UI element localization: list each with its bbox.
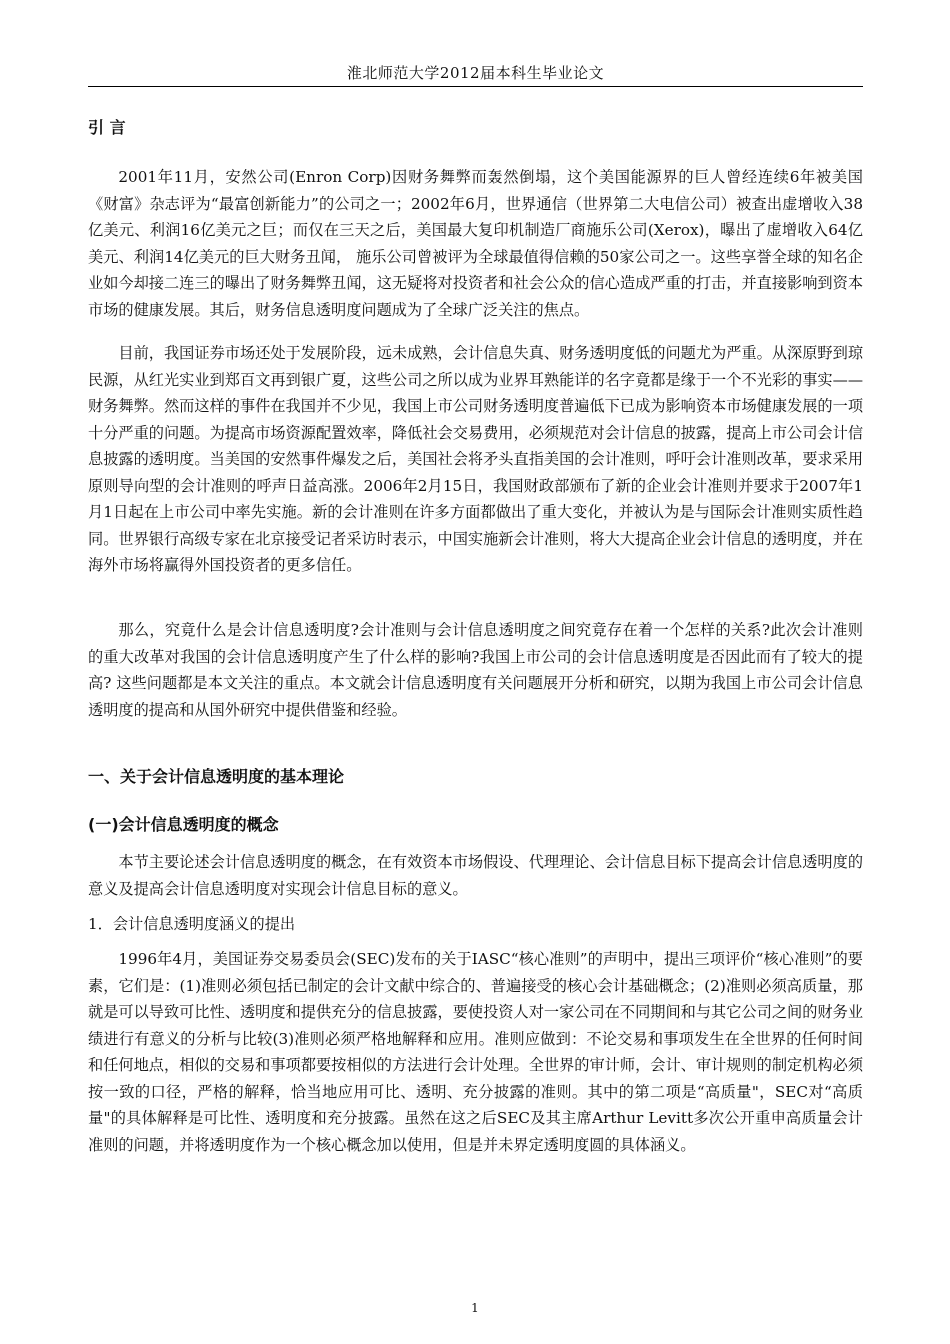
- page-header: 淮北师范大学2012届本科生毕业论文: [346, 64, 605, 82]
- page-number: 1: [471, 1301, 479, 1315]
- intro-heading: 引 言: [88, 118, 126, 137]
- item-paragraph-1: 1996年4月，美国证券交易委员会(SEC)发布的关于IASC“核心准则”的声明中，提出三项评价“核心准则”的要素，它们是：(1)准则必须包括已制定的会计文献中综合的、普遍接受的核心会计基础概念；(2)准则必须高质量，那就是可以导致可比性、透明度和提供充分的信息披露，要使投资人对一家公司在不同期间和与其它公司之间的财务业绩进行有意义的分析与比较(3)准则必须严格地解释和应用。准则应做到：不论交易和事项发生在全世界的任何时间和任何地点，相似的交易和事项都要按相似的方法进行会计处理。全世界的审计师，会计、审计规则的制定机构必须按一致的口径，严格的解释，恰当地应用可比、透明、充分披露的准则。其中的第二项是“高质量"，SEC对“高质量"的具体解释是可比性、透明度和充分披露。虽然在这之后SEC及其主席Arthur Levitt多次公开重申高质量会计准则的问题，并将透明度作为一个核心概念加以使用，但是并未界定透明度圆的具体涵义。: [88, 950, 863, 1154]
- section-paragraph: 本节主要论述会计信息透明度的概念，在有效资本市场假设、代理理论、会计信息目标下提高会计信息透明度的意义及提高会计信息透明度对实现会计信息目标的意义。: [88, 853, 863, 898]
- item-title-1: 1．会计信息透明度涵义的提出: [88, 915, 296, 933]
- header-rule: [88, 86, 863, 87]
- section-heading-1: 一、关于会计信息透明度的基本理论: [88, 767, 345, 786]
- intro-paragraph-1: 2001年11月，安然公司(Enron Corp)因财务舞弊而轰然倒塌，这个美国能源界的巨人曾经连续6年被美国《财富》杂志评为“最富创新能力”的公司之一；2002年6月，世界通信（世界第二大电信公司）被查出虚增收入38亿美元、利润16亿美元之巨；而仅在三天之后，美国最大复印机制造厂商施乐公司(Xerox)，曝出了虚增收入64亿美元、利润14亿美元的巨大财务丑闻， 施乐公司曾被评为全球最值得信赖的50家公司之一。这些享誉全球的知名企业如今却接二连三的曝出了财务舞弊丑闻，这无疑将对投资者和社会公众的信心造成严重的打击，并直接影响到资本市场的健康发展。其后，财务信息透明度问题成为了全球广泛关注的焦点。: [88, 168, 863, 319]
- intro-paragraph-2: 目前，我国证券市场还处于发展阶段，远未成熟，会计信息失真、财务透明度低的问题尤为严重。从深原野到琼民源，从红光实业到郑百文再到银广夏，这些公司之所以成为业界耳熟能详的名字竟都是缘于一个不光彩的事实——财务舞弊。然而这样的事件在我国并不少见，我国上市公司财务透明度普遍低下已成为影响资本市场健康发展的一项十分严重的问题。为提高市场资源配置效率，降低社会交易费用，必须规范对会计信息的披露，提高上市公司会计信息披露的透明度。当美国的安然事件爆发之后，美国社会将矛头直指美国的会计准则，呼吁会计准则改革，要求采用原则导向型的会计准则的呼声日益高涨。2006年2月15日，我国财政部颁布了新的企业会计准则并要求于2007年1月1日起在上市公司中率先实施。新的会计准则在许多方面都做出了重大变化，并被认为是与国际会计准则实质性趋同。世界银行高级专家在北京接受记者采访时表示，中国实施新会计准则，将大大提高企业会计信息的透明度，并在海外市场将赢得外国投资者的更多信任。: [88, 344, 863, 574]
- intro-paragraph-3: 那么，究竟什么是会计信息透明度?会计准则与会计信息透明度之间究竟存在着一个怎样的关系?此次会计准则的重大改革对我国的会计信息透明度产生了什么样的影响?我国上市公司的会计信息透明度是否因此而有了较大的提高? 这些问题都是本文关注的重点。本文就会计信息透明度有关问题展开分析和研究，以期为我国上市公司会计信息透明度的提高和从国外研究中提供借鉴和经验。: [88, 621, 863, 719]
- subsection-heading-1: (一)会计信息透明度的概念: [88, 815, 279, 834]
